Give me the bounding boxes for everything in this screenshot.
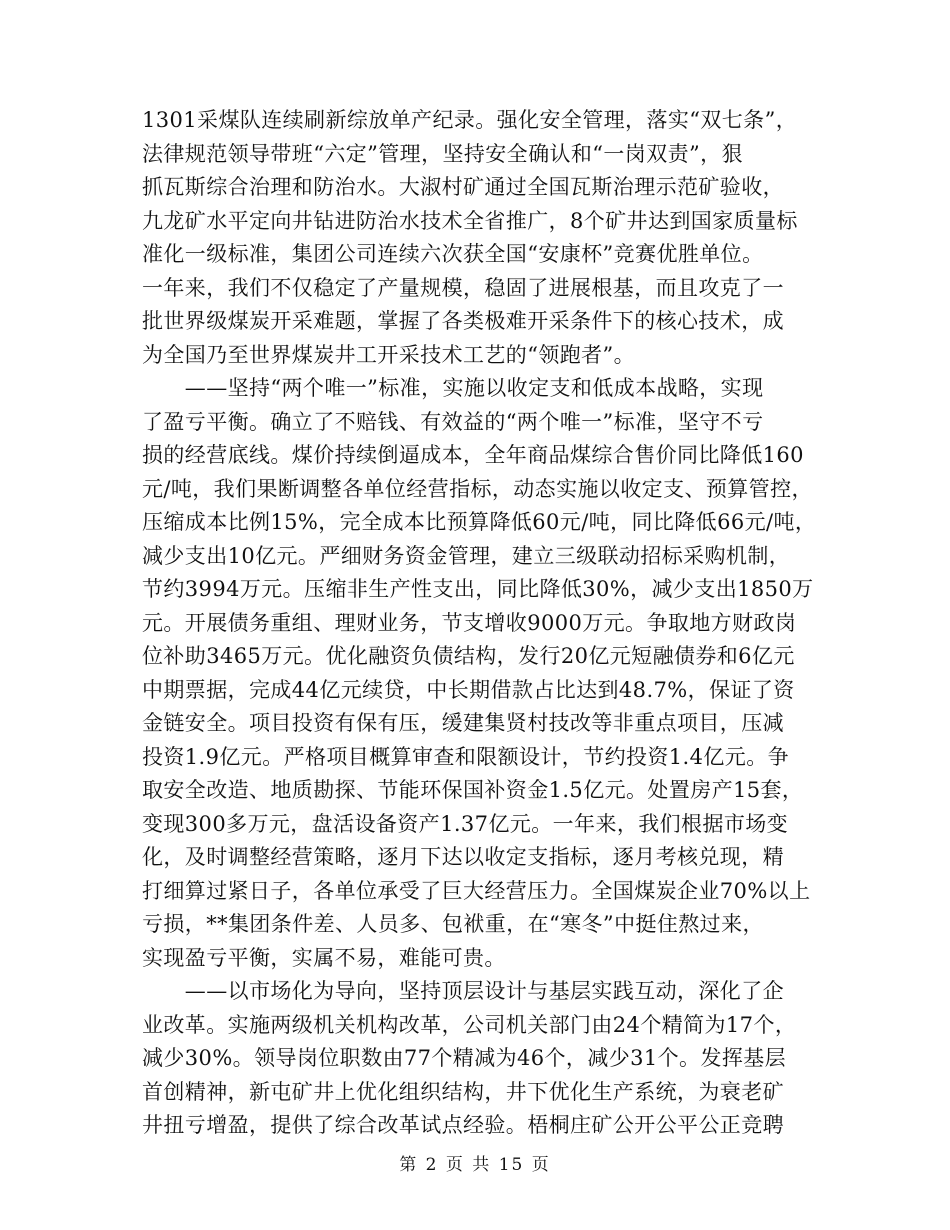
text-line: 业改革。实施两级机关机构改革，公司机关部门由24个精简为17个， <box>142 1012 797 1037</box>
text-line: 准化一级标准，集团公司连续六次获全国“安康杯”竞赛优胜单位。 <box>142 242 764 266</box>
text-line: 抓瓦斯综合治理和防治水。大淑村矿通过全国瓦斯治理示范矿验收， <box>142 175 784 199</box>
text-line: 批世界级煤炭开采难题，掌握了各类极难开采条件下的核心技术，成 <box>142 309 784 333</box>
text-line: 了盈亏平衡。确立了不赔钱、有效益的“两个唯一”标准，坚守不亏 <box>142 409 764 434</box>
text-line: 一年来，我们不仅稳定了产量规模，稳固了进展根基，而且攻克了一 <box>142 275 784 300</box>
text-line: 中期票据，完成44亿元续贷，中长期借款占比达到48.7%，保证了资 <box>142 677 795 702</box>
text-line: 投资1.9亿元。严格项目概算审查和限额设计，节约投资1.4亿元。争 <box>142 744 789 769</box>
text-line: 1301采煤队连续刷新综放单产纪录。强化安全管理，落实“双七条”， <box>142 108 798 132</box>
text-line: 金链安全。项目投资有保有压，缓建集贤村技改等非重点项目，压减 <box>142 711 784 735</box>
text-line: 九龙矿水平定向井钻进防治水技术全省推广，8个矿井达到国家质量标 <box>142 208 798 233</box>
text-line: 亏损，**集团条件差、人员多、包袱重，在“寒冬”中挺住熬过来， <box>142 912 764 936</box>
text-line: 节约3994万元。压缩非生产性支出，同比降低30%，减少支出1850万 <box>142 577 814 601</box>
text-line: 取安全改造、地质勘探、节能环保国补资金1.5亿元。处置房产15套， <box>142 778 804 802</box>
text-line: 打细算过紧日子，各单位承受了巨大经营压力。全国煤炭企业70%以上 <box>142 878 811 903</box>
text-line: 减少30%。领导岗位职数由77个精减为46个，减少31个。发挥基层 <box>142 1046 787 1070</box>
text-line: 元/吨，我们果断调整各单位经营指标，动态实施以收定支、预算管控， <box>142 476 813 501</box>
text-line: 减少支出10亿元。严细财务资金管理，建立三级联动招标采购机制， <box>142 543 791 568</box>
text-line: 井扭亏增盈，提供了综合改革试点经验。梧桐庄矿公开公平公正竞聘 <box>142 1113 784 1137</box>
text-line: ——坚持“两个唯一”标准，实施以收定支和低成本战略，实现 <box>142 376 764 400</box>
text-line: 元。开展债务重组、理财业务，节支增收9000万元。争取地方财政岗 <box>142 610 797 635</box>
text-line: 为全国乃至世界煤炭井工开采技术工艺的“领跑者”。 <box>142 342 636 367</box>
text-line: 损的经营底线。煤价持续倒逼成本，全年商品煤综合售价同比降低160 <box>142 443 804 467</box>
text-line: 化，及时调整经营策略，逐月下达以收定支指标，逐月考核兑现，精 <box>142 845 784 869</box>
text-line: ——以市场化为导向，坚持顶层设计与基层实践互动，深化了企 <box>142 979 784 1003</box>
text-line: 位补助3465万元。优化融资负债结构，发行20亿元短融债券和6亿元 <box>142 644 795 668</box>
text-line: 首创精神，新屯矿井上优化组织结构，井下优化生产系统，为衰老矿 <box>142 1079 784 1104</box>
text-line: 实现盈亏平衡，实属不易，难能可贵。 <box>142 945 506 970</box>
text-line: 法律规范领导带班“六定”管理，坚持安全确认和“一岗双责”，狠 <box>142 141 743 166</box>
page-footer: 第 2 页 共 15 页 <box>399 1155 551 1175</box>
text-line: 变现300多万元，盘活设备资产1.37亿元。一年来，我们根据市场变 <box>142 811 789 836</box>
text-line: 压缩成本比例15%，完全成本比预算降低60元/吨，同比降低66元/吨， <box>142 510 817 534</box>
